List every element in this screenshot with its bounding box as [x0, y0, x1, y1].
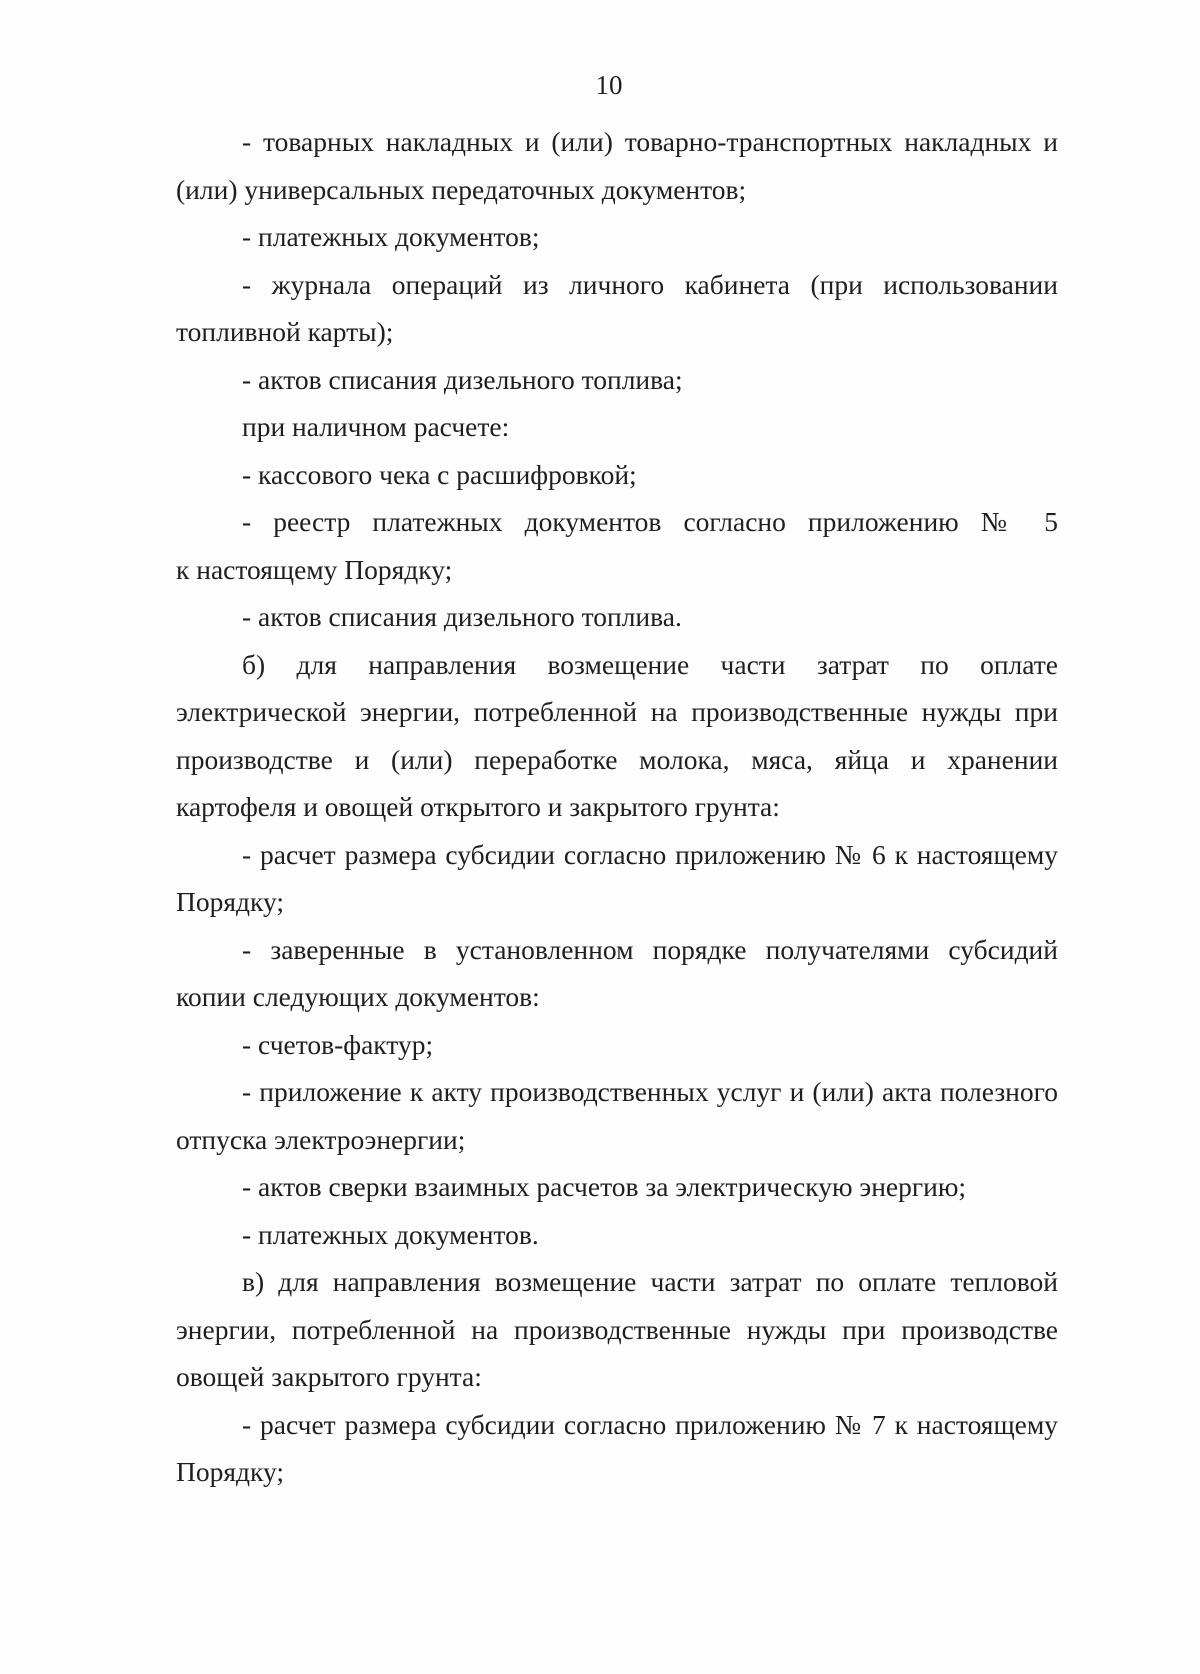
text-line: - реестр платежных документов согласно приложению № 5	[242, 506, 1058, 537]
text-line: - актов списания дизельного топлива.	[242, 601, 682, 632]
text-line: - расчет размера субсидии согласно приложению № 6 к настоящему	[242, 838, 1058, 870]
text-line: - актов списания дизельного топлива;	[242, 363, 683, 395]
text-line: - приложение к акту производственных услуг и (или) акта полезного	[242, 1076, 1058, 1107]
text-line: (или) универсальных передаточных документов;	[176, 173, 747, 205]
text-line: Порядку;	[176, 886, 284, 917]
text-line: - расчет размера субсидии согласно приложению № 7 к настоящему	[242, 1408, 1058, 1440]
text-line: в) для направления возмещение части затрат по оплате тепловой	[242, 1266, 1058, 1297]
text-line: Порядку;	[176, 1456, 284, 1487]
text-line: - платежных документов;	[242, 221, 540, 252]
text-line: - журнала операций из личного кабинета (при использовании	[242, 268, 1058, 300]
text-line: - кассового чека с расшифровкой;	[242, 458, 637, 490]
document-body	[176, 118, 1058, 1496]
text-line: производстве и (или) переработке молока, мяса, яйца и хранении	[176, 743, 1058, 775]
page-number: 10	[595, 70, 623, 100]
text-line: электрической энергии, потребленной на производственные нужды при	[176, 696, 1058, 727]
text-line: - счетов-фактур;	[242, 1028, 434, 1060]
text-line: отпуска электроэнергии;	[176, 1123, 466, 1155]
text-line: к настоящему Порядку;	[176, 553, 453, 585]
text-line: копии следующих документов:	[176, 981, 540, 1012]
text-line: картофеля и овощей открытого и закрытого грунта:	[176, 791, 780, 822]
text-line: б) для направления возмещение части затрат по оплате	[242, 648, 1058, 680]
text-line: энергии, потребленной на производственные нужды при производстве	[176, 1313, 1058, 1345]
text-line: - товарных накладных и (или) товарно-транспортных накладных и	[242, 126, 1058, 157]
text-line: - заверенные в установленном порядке получателями субсидий	[242, 933, 1058, 965]
text-line: - платежных документов.	[242, 1218, 539, 1250]
text-line: топливной карты);	[176, 316, 394, 347]
text-line: овощей закрытого грунта:	[176, 1361, 482, 1392]
text-line: - актов сверки взаимных расчетов за электрическую энергию;	[242, 1171, 967, 1202]
text-line: при наличном расчете:	[242, 411, 510, 442]
